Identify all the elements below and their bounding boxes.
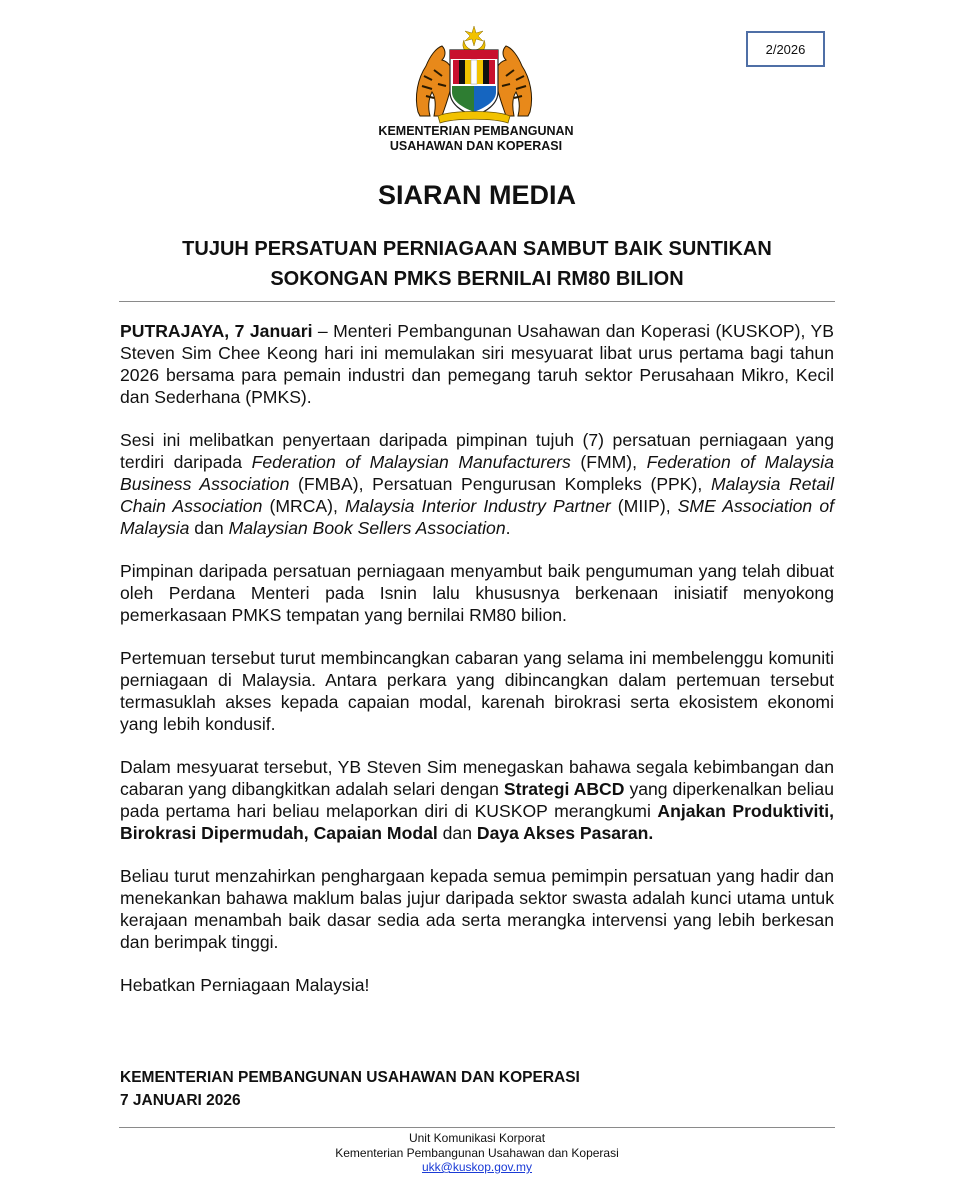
- footer-divider: [119, 1127, 835, 1128]
- paragraph-2-text: Sesi ini melibatkan penyertaan daripada pimpinan tujuh (7) persatuan perniagaan yang terdiri daripada: [120, 430, 834, 472]
- paragraph-2-text: (FMBA), Persatuan Pengurusan Kompleks (PPK),: [289, 474, 711, 494]
- org-book-sellers: Malaysian Book Sellers Association: [228, 518, 506, 538]
- paragraph-2-text: (FMM),: [570, 452, 647, 472]
- press-release-headline: [100, 234, 854, 294]
- org-fmba: Federation of Malaysia Business Association: [120, 452, 835, 494]
- ministry-name-line2: USAHAWAN DAN KOPERASI: [389, 139, 563, 153]
- org-mrca: Malaysia Retail Chain Association: [120, 474, 834, 516]
- signoff-ministry: KEMENTERIAN PEMBANGUNAN USAHAWAN DAN KOPERASI: [120, 1069, 580, 1086]
- footer-email-link[interactable]: ukk@kuskop.gov.my: [422, 1160, 532, 1174]
- paragraph-3: Pimpinan daripada persatuan perniagaan menyambut baik pengumuman yang telah dibuat oleh Perdana Menteri pada Isnin lalu khususnya berkenaan inisiatif menyokong pemerkasaan PMKS tempatan yang bernilai RM80 bilion.: [120, 561, 834, 625]
- headline-line1: TUJUH PERSATUAN PERNIAGAAN SAMBUT BAIK SUNTIKAN: [182, 238, 772, 260]
- reference-number-box: [746, 31, 825, 67]
- closing-slogan: Hebatkan Perniagaan Malaysia!: [120, 975, 370, 995]
- headline-line2: SOKONGAN PMKS BERNILAI RM80 BILION: [270, 268, 684, 290]
- paragraph-1-text: – Menteri Pembangunan Usahawan dan Koperasi (KUSKOP), YB Steven Sim Chee Keong hari ini memulakan siri mesyuarat libat urus pertama bagi tahun 2026 bersama para pemain industri dan pemegang taruh sektor Perusahaan Mikro, Kecil dan Sederhana (PMKS).: [120, 321, 834, 407]
- org-sme-association: SME Association of Malaysia: [120, 496, 834, 538]
- paragraph-2-text: (MRCA),: [262, 496, 345, 516]
- paragraph-5-text: yang diperkenalkan beliau pada pertama hari beliau melaporkan diri di KUSKOP merangkumi: [120, 779, 835, 821]
- press-release-body: [120, 320, 834, 996]
- paragraph-6: Beliau turut menzahirkan penghargaan kepada semua pemimpin persatuan yang hadir dan menekankan bahawa maklum balas jujur daripada sektor swasta adalah kunci utama untuk kerajaan menambah baik dasar sedia ada serta merangka intervensi yang lebih berkesan dan berimpak tinggi.: [120, 866, 834, 952]
- org-fmm: Federation of Malaysian Manufacturers: [251, 452, 571, 472]
- paragraph-5: [120, 756, 834, 844]
- signoff-date: 7 JANUARI 2026: [120, 1092, 241, 1109]
- ministry-name: [370, 124, 582, 154]
- malaysia-coat-of-arms-icon: [412, 26, 536, 126]
- paragraph-5-text: dan: [437, 823, 477, 843]
- document-type-title: SIARAN MEDIA: [377, 180, 576, 210]
- paragraph-2-text: (MIIP),: [610, 496, 678, 516]
- reference-number: 2/2026: [765, 41, 806, 57]
- signoff: [120, 1066, 580, 1112]
- dateline: PUTRAJAYA, 7 Januari: [120, 321, 313, 341]
- header-divider: [119, 301, 835, 302]
- ministry-name-line1: KEMENTERIAN PEMBANGUNAN: [378, 124, 574, 138]
- footer-ministry: Kementerian Pembangunan Usahawan dan Koperasi: [335, 1145, 619, 1160]
- paragraph-1: [120, 320, 834, 408]
- paragraph-2: [120, 429, 834, 539]
- paragraph-2-text: .: [505, 518, 511, 538]
- paragraph-4: Pertemuan tersebut turut membincangkan cabaran yang selama ini membelenggu komuniti perniagaan di Malaysia. Antara perkara yang dibincangkan dalam pertemuan tersebut termasuklah akses kepada capaian modal, karenah birokrasi serta ekosistem ekonomi yang lebih kondusif.: [120, 648, 834, 734]
- strategy-market-access: Daya Akses Pasaran.: [476, 823, 654, 843]
- footer-unit: Unit Komunikasi Korporat: [408, 1131, 546, 1145]
- strategy-abcd: Strategi ABCD: [503, 779, 625, 799]
- paragraph-2-text: dan: [189, 518, 229, 538]
- strategy-components: Anjakan Produktiviti, Birokrasi Dipermudah, Capaian Modal: [120, 801, 834, 843]
- paragraph-5-text: Dalam mesyuarat tersebut, YB Steven Sim menegaskan bahawa segala kebimbangan dan cabaran yang dibangkitkan adalah selari dengan: [120, 757, 834, 799]
- org-miip: Malaysia Interior Industry Partner: [344, 496, 611, 516]
- footer: [0, 1131, 954, 1175]
